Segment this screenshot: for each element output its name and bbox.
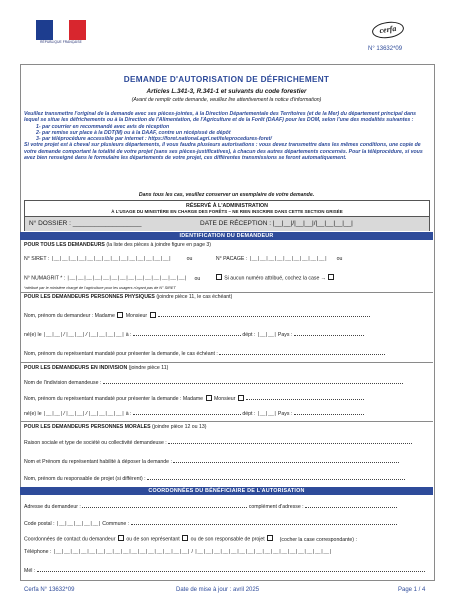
- monsieur-checkbox[interactable]: [238, 395, 244, 401]
- birth-place-field[interactable]: [133, 330, 241, 336]
- birth-country-field[interactable]: [294, 330, 364, 336]
- legal-persons-heading: POUR LES DEMANDEURS PERSONNES MORALES (joindre pièce 12 ou 13): [24, 424, 207, 430]
- contact-representative-label: ou de son représentant: [126, 536, 180, 543]
- applicant-name-label: Nom, prénom du demandeur : Madame: [24, 313, 115, 319]
- representative-field[interactable]: [219, 349, 385, 355]
- no-number-checkbox[interactable]: [216, 274, 222, 280]
- divider: [20, 362, 433, 363]
- address-label: Adresse du demandeur :: [24, 504, 81, 510]
- beneficiary-band: COORDONNÉES DU BÉNÉFICIAIRE DE L'AUTORISATION: [20, 487, 433, 495]
- siret-row: [24, 256, 342, 262]
- footer-update-date: Date de mise à jour : avril 2025: [176, 587, 260, 593]
- project-manager-field[interactable]: [147, 474, 405, 480]
- instructions-block: [24, 111, 428, 161]
- footer-cerfa-number: Cerfa N° 13632*09: [24, 587, 75, 593]
- cerfa-logo: cerfa: [371, 20, 405, 40]
- form-title: DEMANDE D'AUTORISATION DE DÉFRICHEMENT: [123, 75, 330, 84]
- reception-date: DATE DE RÉCEPTION : |__|__|/|__|__|/|__|__|__|__|: [200, 220, 353, 227]
- indivision-name-row: [24, 378, 403, 386]
- contact-applicant-checkbox[interactable]: [118, 535, 124, 541]
- phone-field-1[interactable]: |__|__|__|__|__|__|__|__|__|__|__|__|__|__|__|__|: [52, 549, 191, 555]
- contact-project-manager-label: ou de son responsable de projet: [190, 536, 265, 543]
- reserved-title: RÉSERVÉ À L'ADMINISTRATION: [186, 203, 268, 209]
- instructions-paragraph: Si votre projet est à cheval sur plusieurs départements, il vous faudra plusieurs autorisations : vous devez transmettre dans les mêmes conditions, une copie de votre demande comportant la totalité de votre projet (sans ses pièces-justificatives), à chacun des autres départements concernés. Pour la téléprocédure, si vous avez bien renseigné dans le formulaire les départements de votre projet, ces différentes transmissions se feront automatiquement.: [24, 142, 423, 162]
- postal-row: [24, 519, 397, 527]
- address-row: [24, 502, 397, 510]
- dossier-number: N° DOSSIER : ___________________: [29, 220, 142, 227]
- identification-band: IDENTIFICATION DU DEMANDEUR: [20, 232, 433, 240]
- contact-check-instruction: (cocher la case correspondante) :: [279, 536, 357, 543]
- company-name-row: [24, 438, 412, 446]
- representative-row: [24, 349, 385, 357]
- address-complement-label: complément d'adresse :: [248, 504, 304, 510]
- birth-place-label: à :: [125, 411, 132, 417]
- commune-field[interactable]: [131, 519, 397, 525]
- cerfa-number: N° 13632*09: [368, 46, 403, 52]
- instruction-item: 2- par remise sur place à la DDT(M) ou à la DAAF, contre un récépissé de dépôt: [36, 129, 231, 136]
- birth-dept-field[interactable]: |__|__|: [256, 411, 277, 417]
- applicant-name-field[interactable]: [158, 311, 370, 317]
- contact-row: [24, 535, 357, 543]
- republic-label: RÉPUBLIQUE FRANÇAISE: [40, 40, 82, 44]
- project-manager-row: [24, 474, 405, 482]
- country-label: Pays :: [277, 332, 293, 338]
- numagrit-field[interactable]: |__|__|__|__|__|__|__|__|__|__|__|__|__|__|: [66, 275, 188, 282]
- numagrit-footnote: *attribué par le ministère chargé de l'agriculture pour les usagers n'ayant pas de N° SIRET: [24, 286, 176, 290]
- applicant-name-row: [24, 311, 370, 319]
- or-label: ou: [336, 256, 343, 262]
- dept-label: dépt :: [242, 332, 256, 338]
- divider: [20, 421, 433, 422]
- monsieur-label: Monsieur: [213, 396, 236, 402]
- madame-checkbox[interactable]: [206, 395, 212, 401]
- footer-page-number: Page 1 / 4: [398, 587, 426, 593]
- numagrit-row: [24, 274, 335, 282]
- phone-label: Téléphone :: [24, 549, 52, 555]
- address-complement-field[interactable]: [305, 502, 397, 508]
- siret-field[interactable]: |__|__|__|__|__|__|__|__|__|__|__|__|__|__|: [50, 256, 172, 262]
- commune-label: Commune :: [102, 521, 130, 527]
- birth-place-label: à :: [125, 332, 132, 338]
- company-name-label: Raison sociale et type de société ou collectivité demandeuse :: [24, 440, 167, 446]
- divider: [20, 292, 433, 293]
- indivision-name-field[interactable]: [103, 378, 403, 384]
- contact-applicant-label: Coordonnées de contact du demandeur: [24, 536, 116, 543]
- monsieur-checkbox[interactable]: [150, 312, 156, 318]
- birth-dept-field[interactable]: |__|__|: [256, 332, 277, 338]
- birth-country-field[interactable]: [294, 409, 364, 415]
- no-number-checkbox-end[interactable]: [328, 274, 334, 280]
- phone-field-2[interactable]: |__|__|__|__|__|__|__|__|__|__|__|__|__|__|__|__|: [194, 549, 332, 555]
- company-name-field[interactable]: [168, 438, 412, 444]
- email-label: Mél :: [24, 568, 36, 574]
- numagrit-label: N° NUMAGRIT * :: [24, 275, 66, 282]
- country-label: Pays :: [277, 411, 293, 417]
- representative-label: Nom, prénom du représentant mandaté pour présenter la demande, le cas échéant :: [24, 351, 218, 357]
- form-articles: Articles L.341-3, R.341-1 et suivants du code forestier: [146, 88, 307, 95]
- contact-representative-checkbox[interactable]: [182, 535, 188, 541]
- instruction-item: 1- par courrier en recommandé avec avis de réception: [36, 123, 170, 130]
- reserved-subtitle: À L'USAGE DU MINISTÈRE EN CHARGE DES FORÊTS – NE RIEN INSCRIRE DANS CETTE SECTION GRISÉE: [111, 209, 343, 214]
- indivision-rep-label: Nom, prénom du représentant mandaté pour présenter la demande : Madame: [24, 396, 204, 402]
- marianne-logo: [32, 18, 90, 56]
- phone-row: [24, 549, 332, 555]
- reserved-gray-area: [25, 216, 429, 231]
- or-label: ou: [186, 256, 193, 262]
- or-label: ou: [194, 275, 201, 282]
- birth-row: [24, 330, 364, 338]
- natural-persons-heading: POUR LES DEMANDEURS PERSONNES PHYSIQUES (joindre pièce 11, le cas échéant): [24, 294, 233, 300]
- madame-checkbox[interactable]: [117, 312, 123, 318]
- instruction-item[interactable]: 3- par téléprocédure accessible par internet : https://foret.national.agri.net/teleprocedures-foret/: [36, 136, 272, 143]
- postal-code-field[interactable]: |__|__|__|__|__|: [56, 521, 101, 527]
- postal-code-label: Code postal :: [24, 521, 55, 527]
- email-field[interactable]: [37, 566, 425, 572]
- keep-copy-note: Dans tous les cas, veuillez conserver un exemplaire de votre demande.: [138, 192, 315, 198]
- indivision-rep-row: [24, 394, 364, 402]
- ministry-caption: [32, 41, 90, 45]
- indivision-rep-field[interactable]: [246, 394, 364, 400]
- company-rep-field[interactable]: [173, 457, 399, 463]
- company-rep-row: [24, 457, 399, 465]
- birth-place-field[interactable]: [133, 409, 241, 415]
- french-flag-icon: [36, 20, 86, 40]
- birth-date-field[interactable]: |__|__|/|__|__|/|__|__|__|__|: [43, 411, 125, 417]
- contact-project-manager-checkbox[interactable]: [267, 535, 273, 541]
- instructions-paragraph: Veuillez transmettre l'original de la demande avec ses pièces-jointes, à la Direction Départementale des Territoires (et de la Mer) du département principal dans lequel se situe les défrichements ou à la Direction de l'Alimentation, de l'Agriculture et de la Forêt (DAAF) pour les DOM, selon l'une des modalités suivantes :: [24, 111, 417, 124]
- born-label: né(e) le: [24, 332, 42, 338]
- monsieur-label: Monsieur: [125, 313, 148, 319]
- born-label: né(e) le: [24, 411, 42, 417]
- indivision-heading: POUR LES DEMANDEURS EN INDIVISION (joindre pièce 11): [24, 365, 169, 371]
- indivision-name-label: Nom de l'indivision demandeuse :: [24, 380, 102, 386]
- email-row: [24, 566, 425, 574]
- siret-label: N° SIRET :: [24, 256, 50, 262]
- pacage-label: N° PACAGE :: [215, 256, 248, 262]
- dept-label: dépt :: [242, 411, 256, 417]
- admin-reserved-box: [24, 200, 430, 231]
- pacage-field[interactable]: |__|__|__|__|__|__|__|__|__|: [248, 256, 328, 262]
- company-rep-label: Nom et Prénom du représentant habilité à déposer la demande :: [24, 459, 172, 465]
- no-number-label: Si aucun numéro attribué, cochez la case →: [224, 275, 326, 282]
- all-applicants-heading: POUR TOUS LES DEMANDEURS (la liste des pièces à joindre figure en page 3): [24, 242, 212, 248]
- indivision-birth-row: [24, 409, 364, 417]
- birth-date-field[interactable]: |__|__|/|__|__|/|__|__|__|__|: [43, 332, 125, 338]
- form-note: (Avant de remplir cette demande, veuillez lire attentivement la notice d'information): [131, 97, 322, 103]
- address-field[interactable]: [82, 502, 247, 508]
- phone-separator: /: [191, 549, 193, 555]
- project-manager-label: Nom, prénom du responsable de projet (si différent) :: [24, 476, 146, 482]
